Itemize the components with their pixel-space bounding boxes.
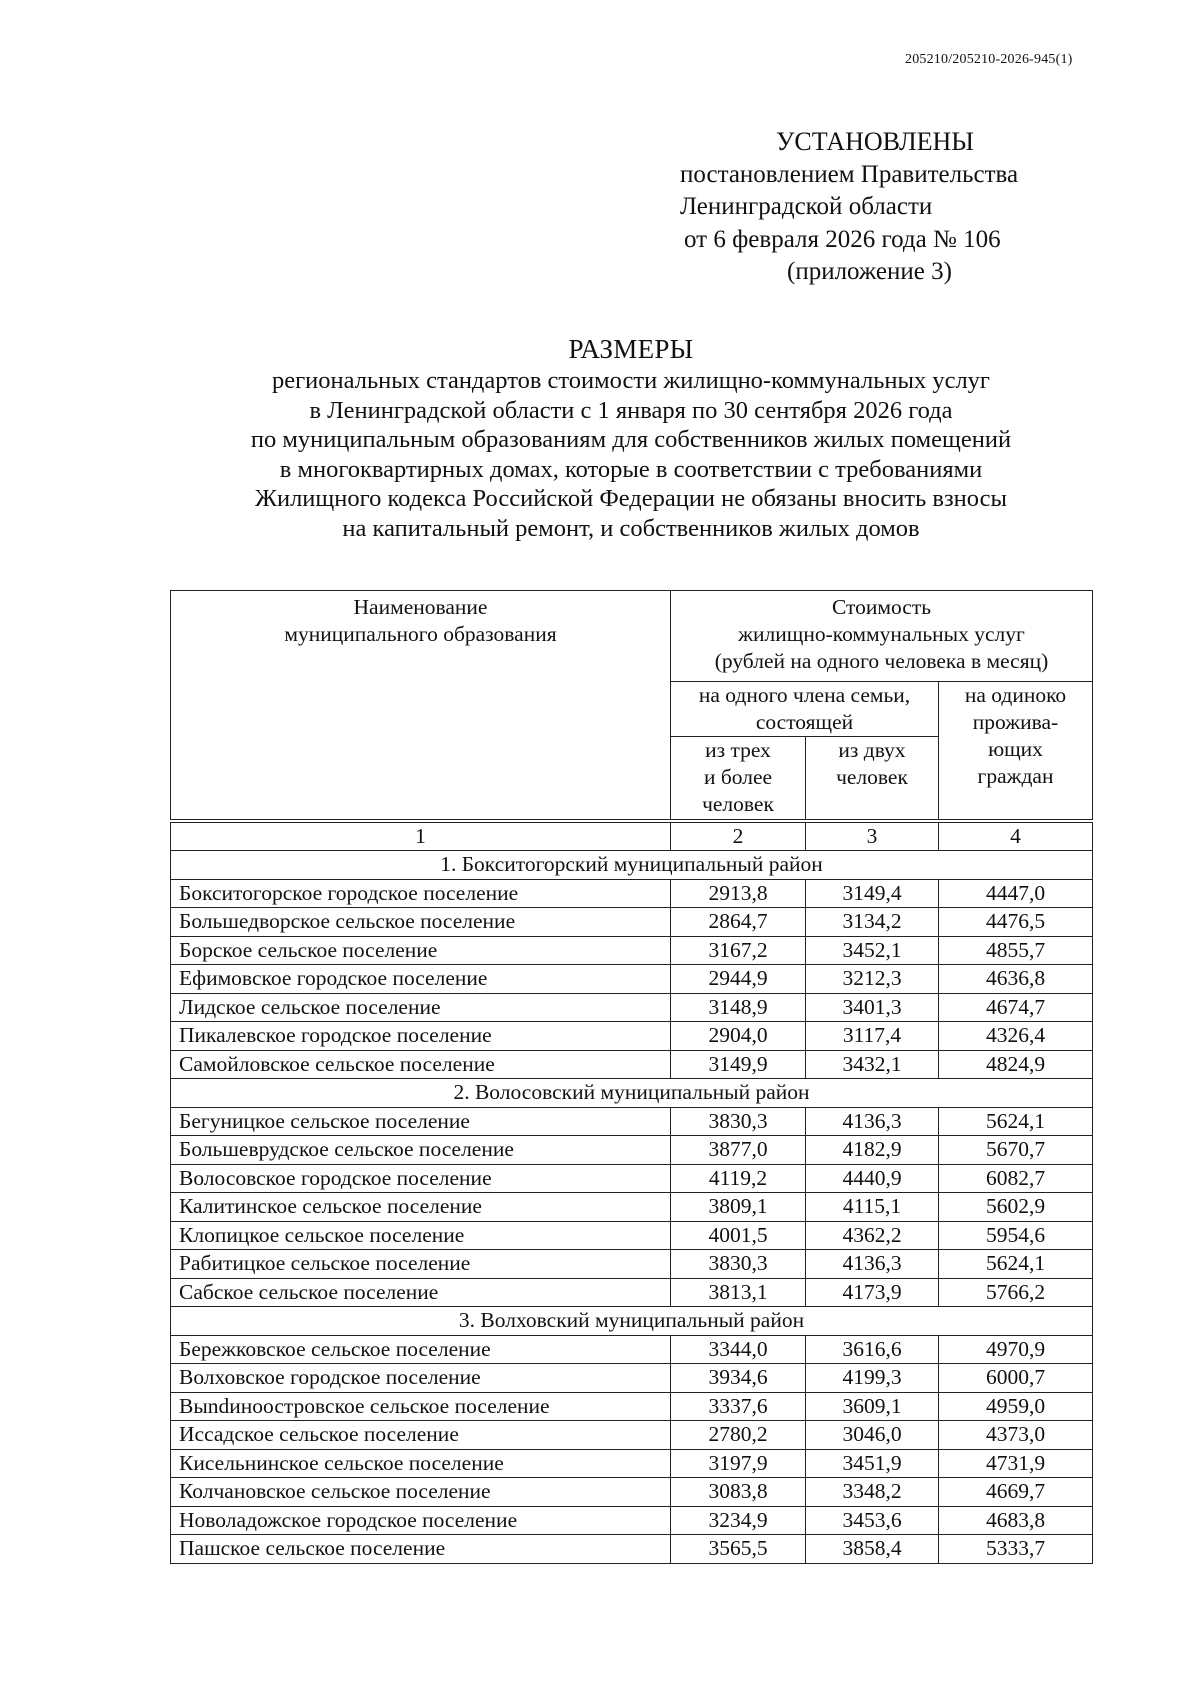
cost-two-person: 3453,6 <box>806 1506 939 1535</box>
table-row <box>171 936 1093 965</box>
table-row <box>171 1364 1093 1393</box>
cost-three-plus: 3830,3 <box>671 1107 806 1136</box>
municipality-name: Бокситогорское городское поселение <box>171 879 671 908</box>
header-text: на одиноко <box>964 683 1067 707</box>
column-number: 1 <box>171 821 671 851</box>
table-row <box>171 1107 1093 1136</box>
cost-three-plus: 3344,0 <box>671 1335 806 1364</box>
document-title <box>170 332 1092 543</box>
cost-three-plus: 2864,7 <box>671 908 806 937</box>
district-row <box>171 851 1093 880</box>
header-text: и более <box>703 765 773 789</box>
table-row <box>171 1250 1093 1279</box>
table-row <box>171 1506 1093 1535</box>
district-title: 1. Бокситогорский муниципальный район <box>171 851 1093 880</box>
cost-three-plus: 3197,9 <box>671 1449 806 1478</box>
header-two-person <box>806 737 939 822</box>
municipality-name: Пикалевское городское поселение <box>171 1022 671 1051</box>
cost-two-person: 3348,2 <box>806 1478 939 1507</box>
cost-two-person: 3117,4 <box>806 1022 939 1051</box>
header-text: на одного члена семьи, <box>698 683 911 707</box>
cost-single: 5670,7 <box>939 1136 1093 1165</box>
cost-three-plus: 3877,0 <box>671 1136 806 1165</box>
municipality-name: Лидское сельское поселение <box>171 993 671 1022</box>
table-row <box>171 965 1093 994</box>
cost-two-person: 3401,3 <box>806 993 939 1022</box>
cost-single: 5624,1 <box>939 1107 1093 1136</box>
table-row <box>171 1392 1093 1421</box>
table-row <box>171 1136 1093 1165</box>
cost-two-person: 4440,9 <box>806 1164 939 1193</box>
cost-three-plus: 2913,8 <box>671 879 806 908</box>
cost-three-plus: 3234,9 <box>671 1506 806 1535</box>
table-row <box>171 993 1093 1022</box>
municipality-name: Самойловское сельское поселение <box>171 1050 671 1079</box>
cost-three-plus: 2944,9 <box>671 965 806 994</box>
approval-block <box>680 126 1100 289</box>
cost-single: 5954,6 <box>939 1221 1093 1250</box>
cost-three-plus: 3148,9 <box>671 993 806 1022</box>
title-line: по муниципальным образованиям для собственников жилых помещений <box>250 426 1012 453</box>
cost-single: 4855,7 <box>939 936 1093 965</box>
header-single-resident <box>939 682 1093 822</box>
district-row <box>171 1079 1093 1108</box>
cost-single: 5766,2 <box>939 1278 1093 1307</box>
header-text: из двух <box>838 738 906 762</box>
column-number-row <box>171 821 1093 851</box>
header-text: (рублей на одного человека в месяц) <box>714 649 1049 673</box>
cost-two-person: 3212,3 <box>806 965 939 994</box>
cost-three-plus: 2904,0 <box>671 1022 806 1051</box>
table-row <box>171 1050 1093 1079</box>
title-main: РАЗМЕРЫ <box>568 334 694 364</box>
cost-three-plus: 3830,3 <box>671 1250 806 1279</box>
cost-single: 4447,0 <box>939 879 1093 908</box>
cost-three-plus: 3337,6 <box>671 1392 806 1421</box>
cost-three-plus: 4001,5 <box>671 1221 806 1250</box>
cost-single: 5333,7 <box>939 1535 1093 1564</box>
cost-single: 6082,7 <box>939 1164 1093 1193</box>
header-text: Стоимость <box>831 595 932 619</box>
district-title: 2. Волосовский муниципальный район <box>171 1079 1093 1108</box>
cost-two-person: 4115,1 <box>806 1193 939 1222</box>
table-row <box>171 1478 1093 1507</box>
header-text: прожива- <box>972 710 1059 734</box>
cost-single: 4824,9 <box>939 1050 1093 1079</box>
district-row <box>171 1307 1093 1336</box>
table-row <box>171 1449 1093 1478</box>
title-line: региональных стандартов стоимости жилищно-коммунальных услуг <box>271 367 990 394</box>
cost-single: 4683,8 <box>939 1506 1093 1535</box>
table-row <box>171 1535 1093 1564</box>
municipality-name: Большедворское сельское поселение <box>171 908 671 937</box>
header-three-plus <box>671 737 806 822</box>
table-row <box>171 879 1093 908</box>
cost-three-plus: 3813,1 <box>671 1278 806 1307</box>
cost-two-person: 3134,2 <box>806 908 939 937</box>
cost-single: 4959,0 <box>939 1392 1093 1421</box>
cost-two-person: 4136,3 <box>806 1107 939 1136</box>
municipality-name: Ефимовское городское поселение <box>171 965 671 994</box>
table-row <box>171 1193 1093 1222</box>
municipality-name: Бережковское сельское поселение <box>171 1335 671 1364</box>
document-id: 205210/205210-2026-945(1) <box>905 52 1073 67</box>
cost-two-person: 3616,6 <box>806 1335 939 1364</box>
approval-heading: УСТАНОВЛЕНЫ <box>776 127 974 156</box>
cost-three-plus: 3083,8 <box>671 1478 806 1507</box>
table-row <box>171 1335 1093 1364</box>
cost-two-person: 4182,9 <box>806 1136 939 1165</box>
cost-single: 4669,7 <box>939 1478 1093 1507</box>
header-text: человек <box>836 765 908 789</box>
municipality-name: Борское сельское поселение <box>171 936 671 965</box>
table-row <box>171 1278 1093 1307</box>
cost-two-person: 4199,3 <box>806 1364 939 1393</box>
header-text: из трех <box>705 738 771 762</box>
cost-three-plus: 2780,2 <box>671 1421 806 1450</box>
header-text: ющих <box>988 737 1043 761</box>
municipality-name: Иссадское сельское поселение <box>171 1421 671 1450</box>
municipality-name: Калитинское сельское поселение <box>171 1193 671 1222</box>
municipality-name: Клопицкое сельское поселение <box>171 1221 671 1250</box>
cost-three-plus: 3149,9 <box>671 1050 806 1079</box>
approval-line: Ленинградской области <box>680 193 933 220</box>
title-line: на капитальный ремонт, и собственников жилых домов <box>342 514 920 542</box>
municipality-name: Рабитицкое сельское поселение <box>171 1250 671 1279</box>
cost-single: 4731,9 <box>939 1449 1093 1478</box>
cost-two-person: 3046,0 <box>806 1421 939 1450</box>
municipality-name: Сабское сельское поселение <box>171 1278 671 1307</box>
rates-table <box>170 590 1093 1564</box>
municipality-name: Новоладожское городское поселение <box>171 1506 671 1535</box>
column-number: 3 <box>806 821 939 851</box>
cost-single: 4970,9 <box>939 1335 1093 1364</box>
table-row <box>171 1164 1093 1193</box>
cost-single: 4476,5 <box>939 908 1093 937</box>
cost-two-person: 3432,1 <box>806 1050 939 1079</box>
municipality-name: Колчановское сельское поселение <box>171 1478 671 1507</box>
title-line: в многоквартирных домах, которые в соответствии с требованиями <box>279 455 983 483</box>
table-row <box>171 908 1093 937</box>
municipality-name: Кисельнинское сельское поселение <box>171 1449 671 1478</box>
header-municipality <box>171 591 671 822</box>
cost-two-person: 3452,1 <box>806 936 939 965</box>
cost-two-person: 4362,2 <box>806 1221 939 1250</box>
cost-single: 4674,7 <box>939 993 1093 1022</box>
cost-single: 4636,8 <box>939 965 1093 994</box>
district-title: 3. Волховский муниципальный район <box>171 1307 1093 1336</box>
header-text: муниципального образования <box>284 622 557 646</box>
header-text: граждан <box>977 764 1054 788</box>
cost-two-person: 3858,4 <box>806 1535 939 1564</box>
approval-line: постановлением Правительства <box>680 160 1019 188</box>
table-row <box>171 1421 1093 1450</box>
cost-three-plus: 3565,5 <box>671 1535 806 1564</box>
cost-two-person: 3149,4 <box>806 879 939 908</box>
header-family-member <box>671 682 939 737</box>
table-row <box>171 1022 1093 1051</box>
cost-two-person: 4173,9 <box>806 1278 939 1307</box>
approval-line: (приложение 3) <box>787 258 952 285</box>
cost-single: 5602,9 <box>939 1193 1093 1222</box>
municipality-name: Бегуницкое сельское поселение <box>171 1107 671 1136</box>
header-text: состоящей <box>755 710 854 734</box>
cost-two-person: 4136,3 <box>806 1250 939 1279</box>
header-text: человек <box>702 792 774 816</box>
cost-three-plus: 3934,6 <box>671 1364 806 1393</box>
cost-single: 4326,4 <box>939 1022 1093 1051</box>
title-line: Жилищного кодекса Российской Федерации не обязаны вносить взносы <box>255 485 1007 512</box>
header-text: Наименование <box>353 595 488 619</box>
column-number: 4 <box>939 821 1093 851</box>
title-line: в Ленинградской области с 1 января по 30 сентября 2026 года <box>309 396 953 424</box>
header-cost <box>671 591 1093 682</box>
header-text: жилищно-коммунальных услуг <box>738 622 1025 646</box>
cost-three-plus: 3167,2 <box>671 936 806 965</box>
cost-three-plus: 4119,2 <box>671 1164 806 1193</box>
municipality-name: Пашское сельское поселение <box>171 1535 671 1564</box>
municipality-name: Волосовское городское поселение <box>171 1164 671 1193</box>
cost-two-person: 3451,9 <box>806 1449 939 1478</box>
cost-two-person: 3609,1 <box>806 1392 939 1421</box>
table-row <box>171 1221 1093 1250</box>
cost-single: 5624,1 <box>939 1250 1093 1279</box>
approval-line: от 6 февраля 2026 года № 106 <box>684 225 1001 253</box>
municipality-name: Выndиноостровское сельское поселение <box>171 1392 671 1421</box>
column-number: 2 <box>671 821 806 851</box>
cost-single: 6000,7 <box>939 1364 1093 1393</box>
municipality-name: Волховское городское поселение <box>171 1364 671 1393</box>
municipality-name: Большеврудское сельское поселение <box>171 1136 671 1165</box>
cost-single: 4373,0 <box>939 1421 1093 1450</box>
cost-three-plus: 3809,1 <box>671 1193 806 1222</box>
